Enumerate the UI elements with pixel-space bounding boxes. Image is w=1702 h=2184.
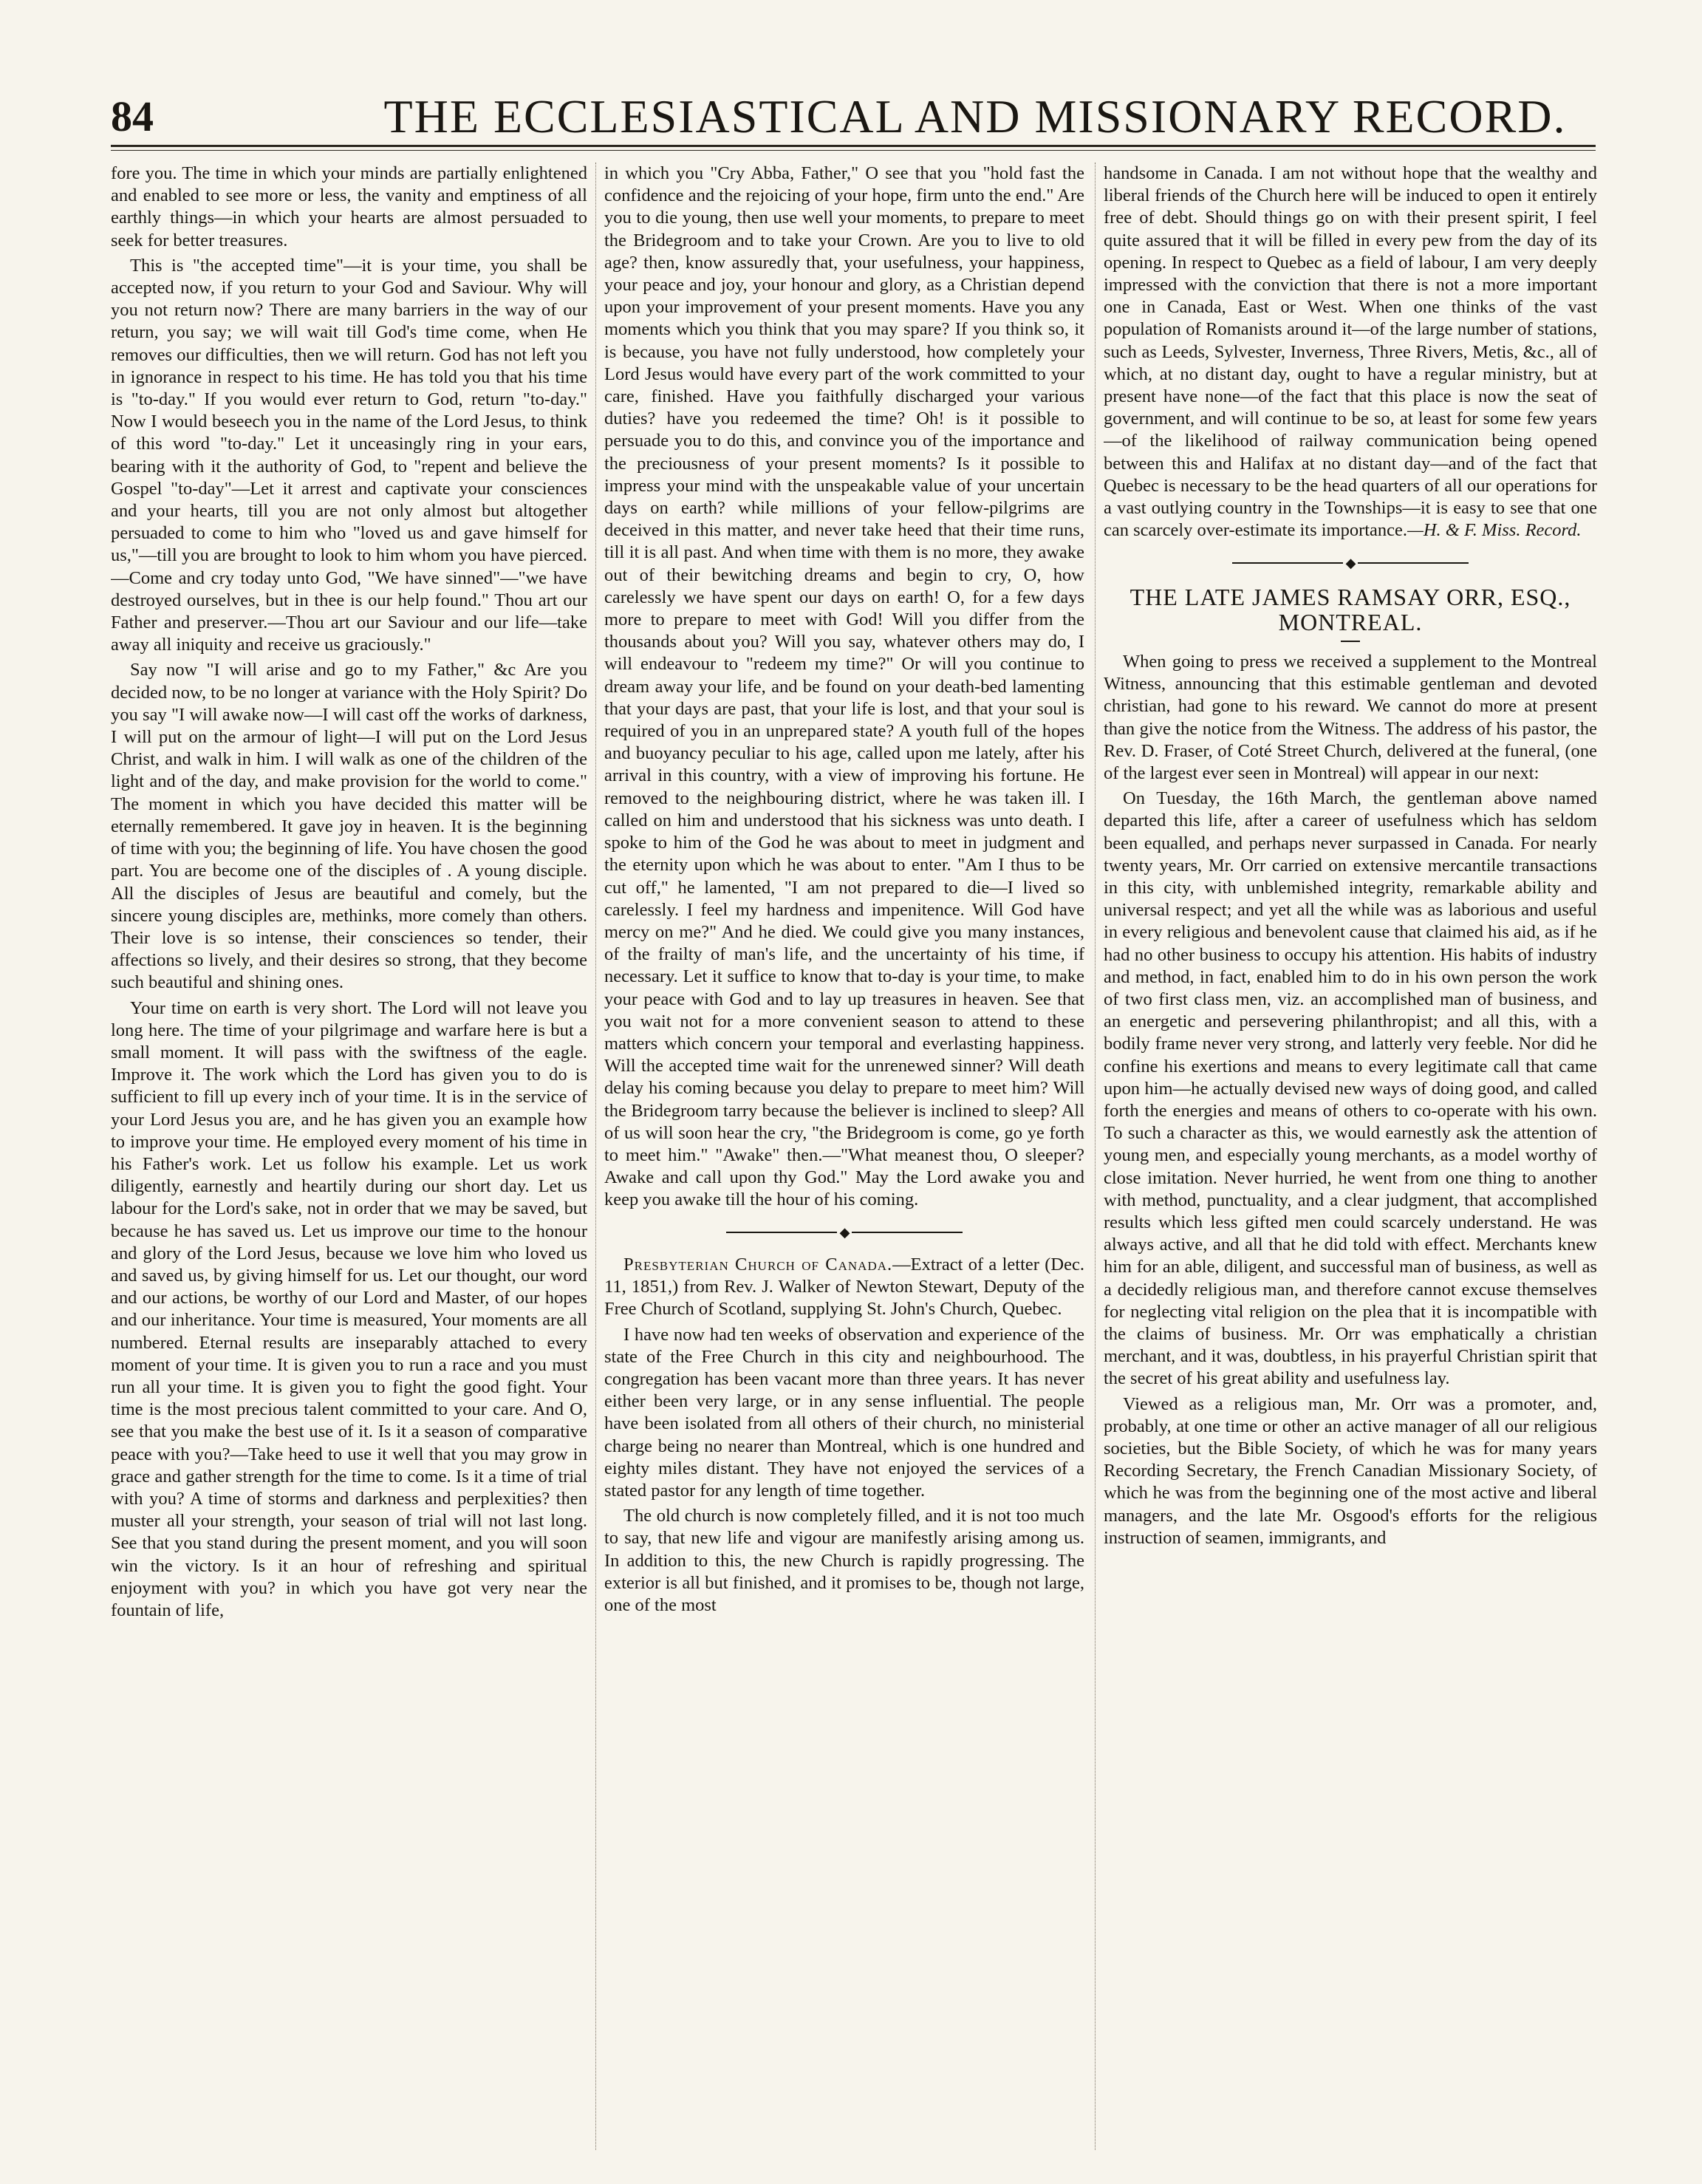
paragraph: When going to press we received a supplement to the Montreal Witness, announcing that this estimable gentleman and devoted christian, had gone to his reward. We cannot do more at present than give the notice from the Witness. The address of his pastor, the Rev. D. Fraser, of Coté Street Church, delivered at the funeral, (one of the largest ever seen in Montreal) will appear in our next: (1104, 651, 1597, 783)
item-heading: Presbyterian Church of Canada. (623, 1255, 893, 1275)
paragraph (1104, 163, 1597, 542)
paragraph: Viewed as a religious man, Mr. Orr was a promoter, and, probably, at one time or other an active manager of all our religious societies, but the Bible Society, of which he was for many years Recording Secretary, the French Canadian Missionary Society, of which he was from the beginning one of the most active and liberal managers, and the late Mr. Osgood's efforts for the religious instruction of seamen, immigrants, and (1104, 1393, 1597, 1548)
page-number: 84 (111, 92, 154, 140)
header-rule-thin (111, 150, 1596, 151)
header-rule (111, 145, 1596, 147)
paragraph (604, 1254, 1084, 1321)
paragraph: I have now had ten weeks of observation and experience of the state of the Free Church in this city and neighbourhood. The congregation has been vacant more than three years. It has never either been very large, or in any sense influential. The people have been isolated from all others of their church, no ministerial charge being no nearer than Montreal, which is one hundred and eighty miles distant. They have not enjoyed the services of a stated pastor for any length of time together. (604, 1324, 1084, 1501)
paragraph: On Tuesday, the 16th March, the gentleman above named departed this life, after a career of usefulness which has seldom been equalled, and perhaps never surpassed in Canada. For nearly twenty years, Mr. Orr carried on extensive mercantile transactions in this city, with unblemished integrity, remarkable ability and universal respect; and yet all the while was as laborious and useful in every religious and benevolent cause that claimed his aid, as if he had no other business to occupy his attention. His habits of industry and method, in fact, enabled him to do in his own person the work of two first class men, viz. an accomplished man of business, and an energetic and persevering philanthropist; and all this, with a bodily frame never very strong, and latterly very feeble. Nor did he confine his exertions and means to every legitimate call that came upon him—he actually devised new ways of doing good, and called forth the energies and means of others to co-operate with his own. To such a character as this, we would earnestly ask the attention of young men, and especially young merchants, as a model worthy of close imitation. Never hurried, he went from one thing to another with method, punctuality, and a clear judgment, that accomplished results which less gifted men could scarcely understand. He was always active, and all that he did told with effect. Merchants knew him for an able, diligent, and successful man of business, as well as a decidedly religious man, and therefore cannot excuse themselves for neglecting vital religion on the plea that it is incompatible with the claims of business. Mr. Orr was emphatically a christian merchant, and it was, doubtless, in his prayerful Christian spirit that the secret of his great ability and usefulness lay. (1104, 788, 1597, 1389)
item-intro: —Extract of a letter (Dec. 11, 1851,) from Rev. J. Walker of Newton Stewart, Deputy of the Free Church of Scotland, supplying St. John's Church, Quebec. (604, 1255, 1084, 1320)
paragraph-text: handsome in Canada. I am not without hope that the wealthy and liberal friends of the Church here will be induced to open it entirely free of debt. Should things go on with their present spirit, I feel quite assured that it will be filled in every pew from the day of its opening. In respect to Quebec as a field of labour, I am very deeply impressed with the conviction that there is not a more important one in Canada, East or West. When one thinks of the vast population of Romanists around it—of the large number of stations, such as Leeds, Sylvester, Inverness, Three Rivers, Metis, &c., all of which, at no distant day, ought to have a regular ministry, but at present have none—of the fact that this place is now the seat of government, and will continue to be so, at least for some few years—of the likelihood of railway communication being opened between this and Halifax at no distant day—and of the fact that Quebec is necessary to be the head quarters of all our operations for a vast outlying country in the Townships—it is easy to see that one can scarcely over-estimate its importance. (1104, 163, 1597, 541)
section-title: THE LATE JAMES RAMSAY ORR, ESQ., MONTREAL. (1129, 583, 1571, 635)
paragraph: in which you "Cry Abba, Father," O see that you "hold fast the confidence and the rejoicing of your hope, firm unto the end." Are you to die young, then use well your moments, to prepare to meet the Bridegroom and to take your Crown. Are you to live to old age? then, know assuredly that, your usefulness, your happiness, your peace and joy, your honour and glory, as a Christian depend upon your improvement of your present moments. Have you any moments which you think that you may spare? If you think so, it is because, you have not fully understood, how completely your Lord Jesus would have every part of the work committed to your care, finished. Have you faithfully discharged your various duties? have you redeemed the time? Oh! is it possible to persuade you to do this, and convince you of the importance and the preciousness of your present moments? Is it possible to impress your mind with the unspeakable value of your uncertain days on earth? while millions of your fellow-pilgrims are deceived in this matter, and never take heed that their time runs, till it is all past. And when time with them is no more, they awake out of their bewitching dreams and begin to cry, O, how carelessly we have spent our days on earth! O, for a few days more to prepare to meet with God! Will you differ from the thousands about you? Will you say, whatever others may do, I will endeavour to "redeem my time?" Or will you continue to dream away your life, and be found on your death-bed lamenting that your days are past, that your life is lost, and that your soul is required of you in an unprepared state? A youth full of the hopes and buoyancy peculiar to his age, called upon me lately, after his arrival in this country, with a view of improving his fortune. He removed to the neighbouring district, where he was taken ill. I called on him and understood that his sickness was unto death. I spoke to him of the God he was about to meet in judgment and the eternity upon which he was about to enter. "Am I thus to be cut off," he lamented, "I am not prepared to die—I lived so carelessly. I feel my hardness and impenitence. Will God have mercy on me?" And he died. We could give you many instances, of the frailty of man's life, and the uncertainty of his time, if necessary. Let it suffice to know that to-day is your time, to make your peace with God and to lay up treasures in heaven. See that you wait not for a more convenient season to attend to these matters which concern your temporal and everlasting happiness. Will the accepted time wait for the unrenewed sinner? Will death delay his coming because you delay to prepare to meet him? Will the Bridegroom tarry because the believer is inclined to sleep? All of us will soon hear the cry, "the Bridegroom is come, go ye forth to meet him." "Awake" then.—"What meanest thou, O sleeper? Awake and call upon thy God." May the Lord awake you and keep you awake till the hour of his coming. (604, 163, 1084, 1210)
paragraph: fore you. The time in which your minds are partially enlightened and enabled to see more or less, the vanity and emptiness of all earthly things—in which your hearts are almost persuaded to seek for better treasures. (111, 163, 587, 250)
paragraph: The old church is now completely filled, and it is not too much to say, that new life and vigour are manifestly arising among us. In addition to this, the new Church is rapidly progressing. The exterior is all but finished, and it promises to be, though not large, one of the most (604, 1506, 1084, 1616)
paragraph: This is "the accepted time"—it is your time, you shall be accepted now, if you return to your God and Saviour. Why will you not return now? There are many barriers in the way of our return, you say; we will wait till God's time come, when He removes our difficulties, then we will return. God has not left you in ignorance in respect to his time. He has told you that his time is "to-day." If you would ever return to God, return "to-day." Now I would beseech you in the name of the Lord Jesus, to think of this word "to-day." Let it unceasingly ring in your ears, bearing with it the authority of God, to "repent and believe the Gospel "to-day"—Let it arrest and captivate your consciences and your hearts, till you are not only almost but altogether persuaded to come to him who "loved us and gave himself for us,"—till you are brought to look to him whom you have pierced.—Come and cry today unto God, "We have sinned"—"we have destroyed ourselves, but in thee is our help found." Thou art our Father and preserver.—Thou art our Saviour and our life—take away all iniquity and receive us graciously." (111, 255, 587, 655)
page-header (111, 87, 1596, 146)
column-1 (111, 163, 587, 2157)
section-ornament: ◆ (1104, 550, 1597, 574)
paragraph: Say now "I will arise and go to my Father," &c Are you decided now, to be no longer at variance with the Holy Spirit? Do you say "I will awake now—I will cast off the works of darkness, I will put on the armour of light—I will put on the Lord Jesus Christ, and walk in him. I will walk as one of the children of the light and of the day, and make provision for the world to come." The moment in which you have decided this matter will be eternally remembered. It gave joy in heaven. It is the beginning of time with you; the beginning of life. You have chosen the good part. You are become one of the disciples of . A young disciple. All the disciples of Jesus are beautiful and comely, but the sincere young disciples are, methinks, more comely than others. Their love is so intense, their consciences so tender, their affections so lively, and their desires so strong, that they become such beautiful and shining ones. (111, 660, 587, 993)
running-title: THE ECCLESIASTICAL AND MISSIONARY RECORD. (383, 90, 1567, 143)
column-divider (595, 163, 596, 2150)
source-credit: —H. & F. Miss. Record. (1407, 520, 1582, 541)
section-ornament: ◆ (604, 1221, 1084, 1244)
paragraph: Your time on earth is very short. The Lord will not leave you long here. The time of your pilgrimage and warfare here is but a small moment. It will pass with the swiftness of the eagle. Improve it. The work which the Lord has given you to do is sufficient to fill up every inch of your time. It is in the service of your Lord Jesus you are, and he has given you an example how to improve your time. He employed every moment of his time in his Father's work. Let us follow his example. Let us work diligently, earnestly and heartily during our short day. Let us labour for the Lord's sake, not in order that we may be saved, but because he has saved us. Let us improve our time to the honour and glory of the Lord Jesus, because we love him who loved us and saved us, by giving himself for us. Let our thought, our word and our actions, be worthy of our Lord and Master, of our hopes and our inheritance. Your time is measured, Your moments are all numbered. Eternal results are inseparably attached to every moment of your time. It is given you to run a race and you must run all your time. It is given you to fight the good fight. Your time is the most precious talent committed to your care. And O, see that you make the best use of it. Is it a season of comparative peace with you?—Take heed to use it well that you may grow in grace and gather strength for the time to come. Is it a time of trial with you? A time of storms and darkness and perplexities? then muster all your strength, your season of trial will not last long. See that you stand during the present moment, and you will soon win the victory. Is it an hour of refreshing and spiritual enjoyment with you? in which you have got very near the fountain of life, (111, 997, 587, 1620)
column-divider (1095, 163, 1096, 2150)
title-rule (1341, 641, 1360, 642)
column-3 (1104, 163, 1597, 2157)
column-2 (604, 163, 1084, 2157)
